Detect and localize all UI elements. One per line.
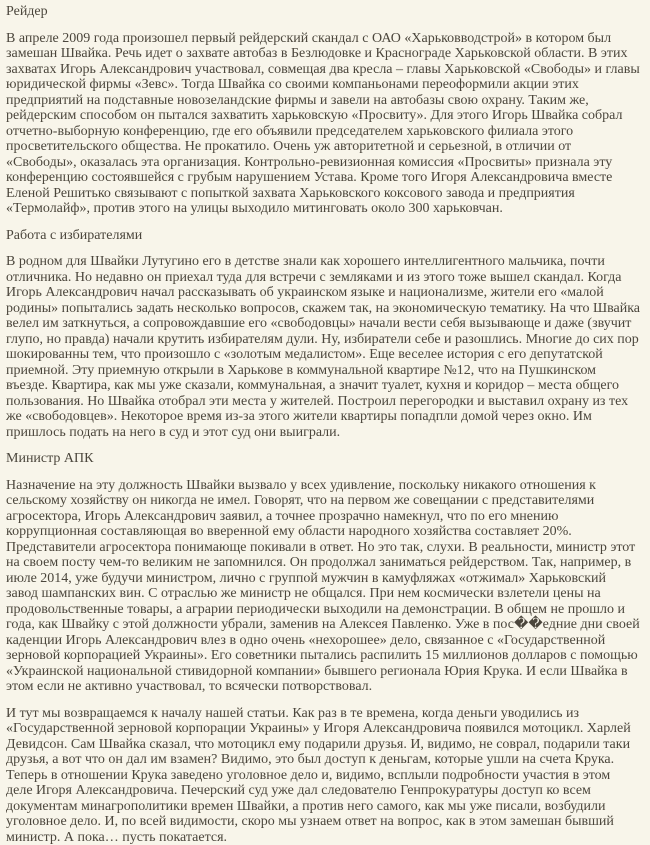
paragraph: В родном для Швайки Лутугино его в детстве знали как хорошего интеллигентного мальчика, почти отличника. Но недавно он приехал туда для встречи с земляками и из этого тоже вышел скандал. Когда Игорь Александрович начал рассказывать об украинском языке и национализме, жители его «малой родины» попытались задать несколько вопросов, скажем так, на экономическую тематику. На что Швайка велел им заткнуться, а сопровождавшие его «свободовцы» начали вести себя вызывающе и даже (звучит глупо, но правда) начали крутить избирателям дули. Ну, избиратели себе и разошлись. Многие до сих пор шокированны тем, что произошло с «золотым медалистом». Еще веселее история с его депутатской приемной. Эту приемную открыли в Харькове в коммунальной квартире №12, что на Пушкинском въезде. Квартира, как мы уже сказали, коммунальная, а значит туалет, кухня и коридор – места общего пользования. Но Швайка отобрал эти места у жителей. Построил перегородки и выставил охрану из тех же «свободовцев». Некоторое время из-за этого жители квартиры попадпли домой через окно. Им пришлось подать на него в суд и этот суд они выиграли. <box>6 254 640 440</box>
paragraph: В апреле 2009 года произошел первый рейдерский скандал с ОАО «Харьковводстрой» в котором был замешан Швайка. Речь идет о захвате автобаз в Безлюдовке и Краснограде Харьковской области. В этих захватах Игорь Александрович участвовал, совмещая два кресла – главы Харьковской «Свободы» и главы юридической фирмы «Зевс». Тогда Швайка со своими компаньонами переоформили акции этих предприятий на подставные новозеландские фирмы и завели на автобазы свою охрану. Таким же, рейдерским способом он пытался захватить харьковскую «Просвиту». Для этого Игорь Швайка собрал отчетно-выборную конференцию, где его объявили председателем харьковского филиала этого просветительского общества. Не прокатило. Очень уж авторитетной и серьезной, в отличии от «Свободы», оказалась эта организация. Контрольно-ревизионная комиссия «Просвиты» признала эту конференцию состоявшейся с грубым нарушением Устава. Кроме того Игоря Александровича вместе Еленой Решитько связывают с попыткой захвата Харьковского коксового завода и предприятия «Термолайф», против этого на улицы выходило митинговать около 300 харьковчан. <box>6 31 640 217</box>
section-heading: Рейдер <box>6 4 640 20</box>
section-heading: Министр АПК <box>6 451 640 467</box>
section-heading: Работа с избирателями <box>6 228 640 244</box>
paragraph: Назначение на эту должность Швайки вызвало у всех удивление, поскольку никакого отношения к сельскому хозяйству он никогда не имел. Говорят, что на первом же совещании с представителями агросектора, Игорь Александрович заявил, а точнее прозрачно намекнул, что по его мнению коррупционная составляющая во вверенной ему области народного хозяйства составляет 20%. Представители агросектора понимающе покивали в ответ. Но это так, слухи. В реальности, министр этот на своем посту чем-то великим не запомнился. Он продолжал заниматься рейдерством. Так, например, в июле 2014, уже будучи министром, лично с группой мужчин в камуфляжах «отжимал» Харьковский завод шампанских вин. С отраслью же министр не общался. При нем космически взлетели цены на продовольственные товары, а аграрии периодически выходили на демонстрации. В общем не прошло и года, как Швайку с этой должности убрали, заменив на Алексея Павленко. Уже в пос��едние дни своей каденции Игорь Александрович влез в одно очень «нехорошее» дело, связанное с «Государственной зерновой корпорацией Украины». Его советники пытались распилить 15 миллионов долларов с помощью «Украинской национальной стивидорной компании» бывшего регионала Юрия Крука. И если Швайка в этом если не активно участвовал, то всячески потворствовал. <box>6 478 640 695</box>
paragraph: И тут мы возвращаемся к началу нашей статьи. Как раз в те времена, когда деньги уводились из «Государственной зерновой корпорации Украины» у Игоря Александровича появился мотоцикл. Харлей Девидсон. Сам Швайка сказал, что мотоцикл ему подарили друзья. И, видимо, не соврал, подарили таки друзья, а вот что он дал им взамен? Видимо, это был доступ к деньгам, которые ушли на счета Крука. Теперь в отношении Крука заведено уголовное дело и, видимо, всплыли подробности участия в этом деле Игоря Александровича. Печерский суд уже дал следователю Генпрокуратуры доступ ко всем документам минагрополитики времен Швайки, а против него самого, как мы уже писали, возбудили уголовное дело. И, по всей видимости, скоро мы узнаем ответ на вопрос, как в этом замешан бывший министр. А пока… пусть покатается. <box>6 706 640 845</box>
